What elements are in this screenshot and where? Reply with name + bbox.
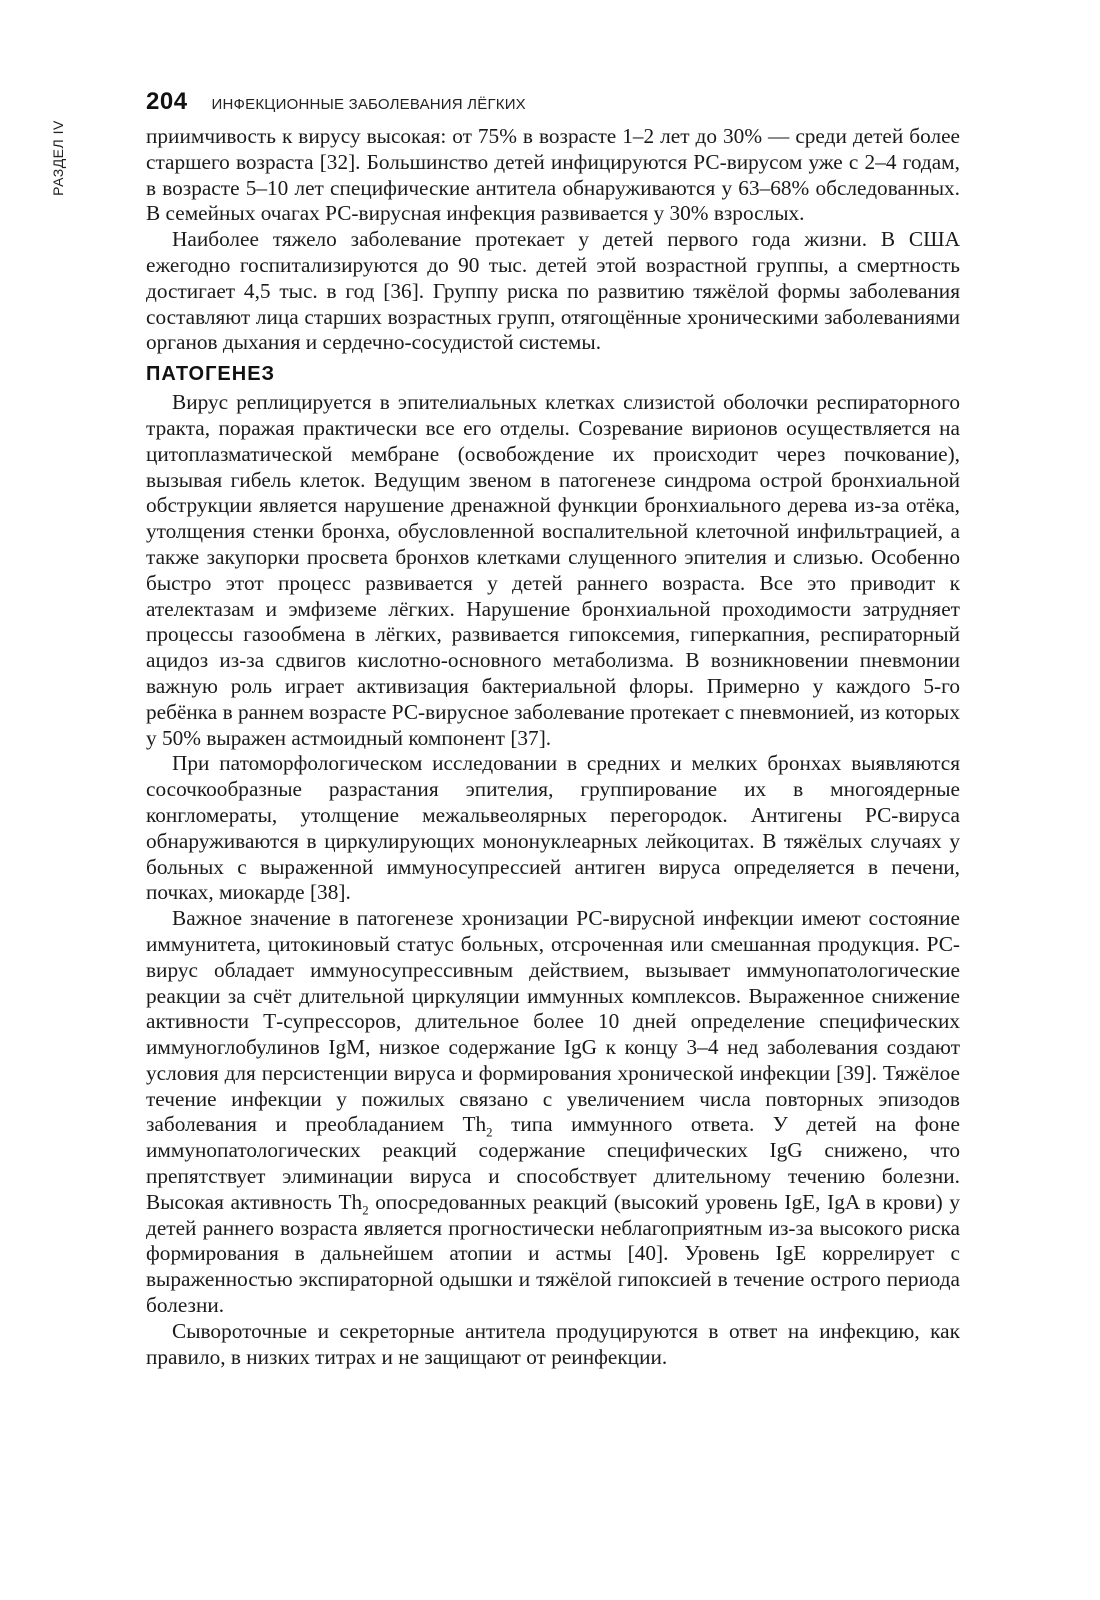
- paragraph-pathogenesis-4: Сывороточные и секреторные антитела продуцируются в ответ на инфекцию, как правило, в низких титрах и не защищают от реинфекции.: [146, 1318, 960, 1369]
- body-text: [146, 124, 960, 1370]
- paragraph-severity: Наиболее тяжело заболевание протекает у детей первого года жизни. В США ежегодно госпитализируются до 90 тыс. детей этой возрастной группы, а смертность достигает 4,5 тыс. в год [36]. Группу риска по развитию тяжёлой формы заболевания составляют лица старших возрастных групп, отягощённые хроническими заболеваниями органов дыхания и сердечно-сосудистой системы.: [146, 227, 960, 355]
- section-heading-pathogenesis: ПАТОГЕНЕЗ: [146, 363, 276, 386]
- paragraph-intro-continued: приимчивость к вирусу высокая: от 75% в возрасте 1–2 лет до 30% — среди детей более старшего возраста [32]. Большинство детей инфицируются РС-вирусом уже с 2–4 годам, в возрасте 5–10 лет специфические антитела обнаруживаются у 63–68% обследованных. В семейных очагах РС-вирусная инфекция развивается у 30% взрослых.: [146, 124, 960, 226]
- running-title: ИНФЕКЦИОННЫЕ ЗАБОЛЕВАНИЯ ЛЁГКИХ: [211, 96, 526, 113]
- running-header: [146, 88, 526, 116]
- p3-text-part1: Важное значение в патогенезе хронизации РС-вирусной инфекции имеют состояние иммунитета, цитокиновый статус больных, отсроченная или смешанная продукция. РС-вирус обладает иммуносупрессивным действием, вызывает иммунопатологические реакции за счёт длительной циркуляции иммунных комплексов. Выраженное снижение активности Т-супрессоров, длительное более 10 дней определение специфических иммуноглобулинов IgM, низкое содержание IgG к концу 3–4 нед заболевания создают условия для персистенции вируса и формирования хронической инфекции [39]. Тяжёлое течение инфекции у пожилых связано с увеличением числа повторных эпизодов заболевания и преобладанием Th: [146, 906, 960, 1137]
- page-number: 204: [146, 88, 188, 115]
- paragraph-pathogenesis-1: Вирус реплицируется в эпителиальных клетках слизистой оболочки респираторного тракта, поражая практически все его отделы. Созревание вирионов осуществляется на цитоплазматической мембране (освобождение их происходит через почкование), вызывая гибель клеток. Ведущим звеном в патогенезе синдрома острой бронхиальной обструкции является нарушение дренажной функции бронхиального дерева из-за отёка, утолщения стенки бронха, обусловленной воспалительной клеточной инфильтрацией, а также закупорки просвета бронхов клетками слущенного эпителия и слизью. Особенно быстро этот процесс развивается у детей раннего возраста. Все это приводит к ателектазам и эмфиземе лёгких. Нарушение бронхиальной проходимости затрудняет процессы газообмена в лёгких, развивается гипоксемия, гиперкапния, респираторный ацидоз из-за сдвигов кислотно-основного метаболизма. В возникновении пневмонии важную роль играет активизация бактериальной флоры. Примерно у каждого 5-го ребёнка в раннем возрасте РС-вирусное заболевание протекает с пневмонией, из которых у 50% выражен астмоидный компонент [37].: [146, 390, 960, 750]
- p3-text-part3: опосредованных реакций (высокий уровень IgE, IgA в крови) у детей раннего возраста является прогностически неблагоприятным из-за высокого риска формирования в дальнейшем атопии и астмы [40]. Уровень IgE коррелирует с выраженностью экспираторной одышки и тяжёлой гипоксией в течение острого периода болезни.: [146, 1189, 960, 1318]
- paragraph-pathogenesis-2: При патоморфологическом исследовании в средних и мелких бронхах выявляются сосочкообразные разрастания эпителия, группирование их в многоядерные конгломераты, утолщение межальвеолярных перегородок. Антигены РС-вируса обнаруживаются в циркулирующих мононуклеарных лейкоцитах. В тяжёлых случаях у больных с выраженной иммуносупрессией антиген вируса определяется в печени, почках, миокарде [38].: [146, 751, 960, 905]
- p3-subscript-2: 2: [362, 1203, 369, 1218]
- p3-subscript-1: 2: [486, 1125, 493, 1140]
- p3-text-part2: типа иммунного ответа. У детей на фоне иммунопатологических реакций содержание специфических IgG снижено, что препятствует элиминации вируса и способствует длительному течению болезни. Высокая активность Th: [146, 1112, 960, 1214]
- paragraph-pathogenesis-3: [146, 906, 960, 1319]
- section-side-label: РАЗДЕЛ IV: [50, 120, 66, 196]
